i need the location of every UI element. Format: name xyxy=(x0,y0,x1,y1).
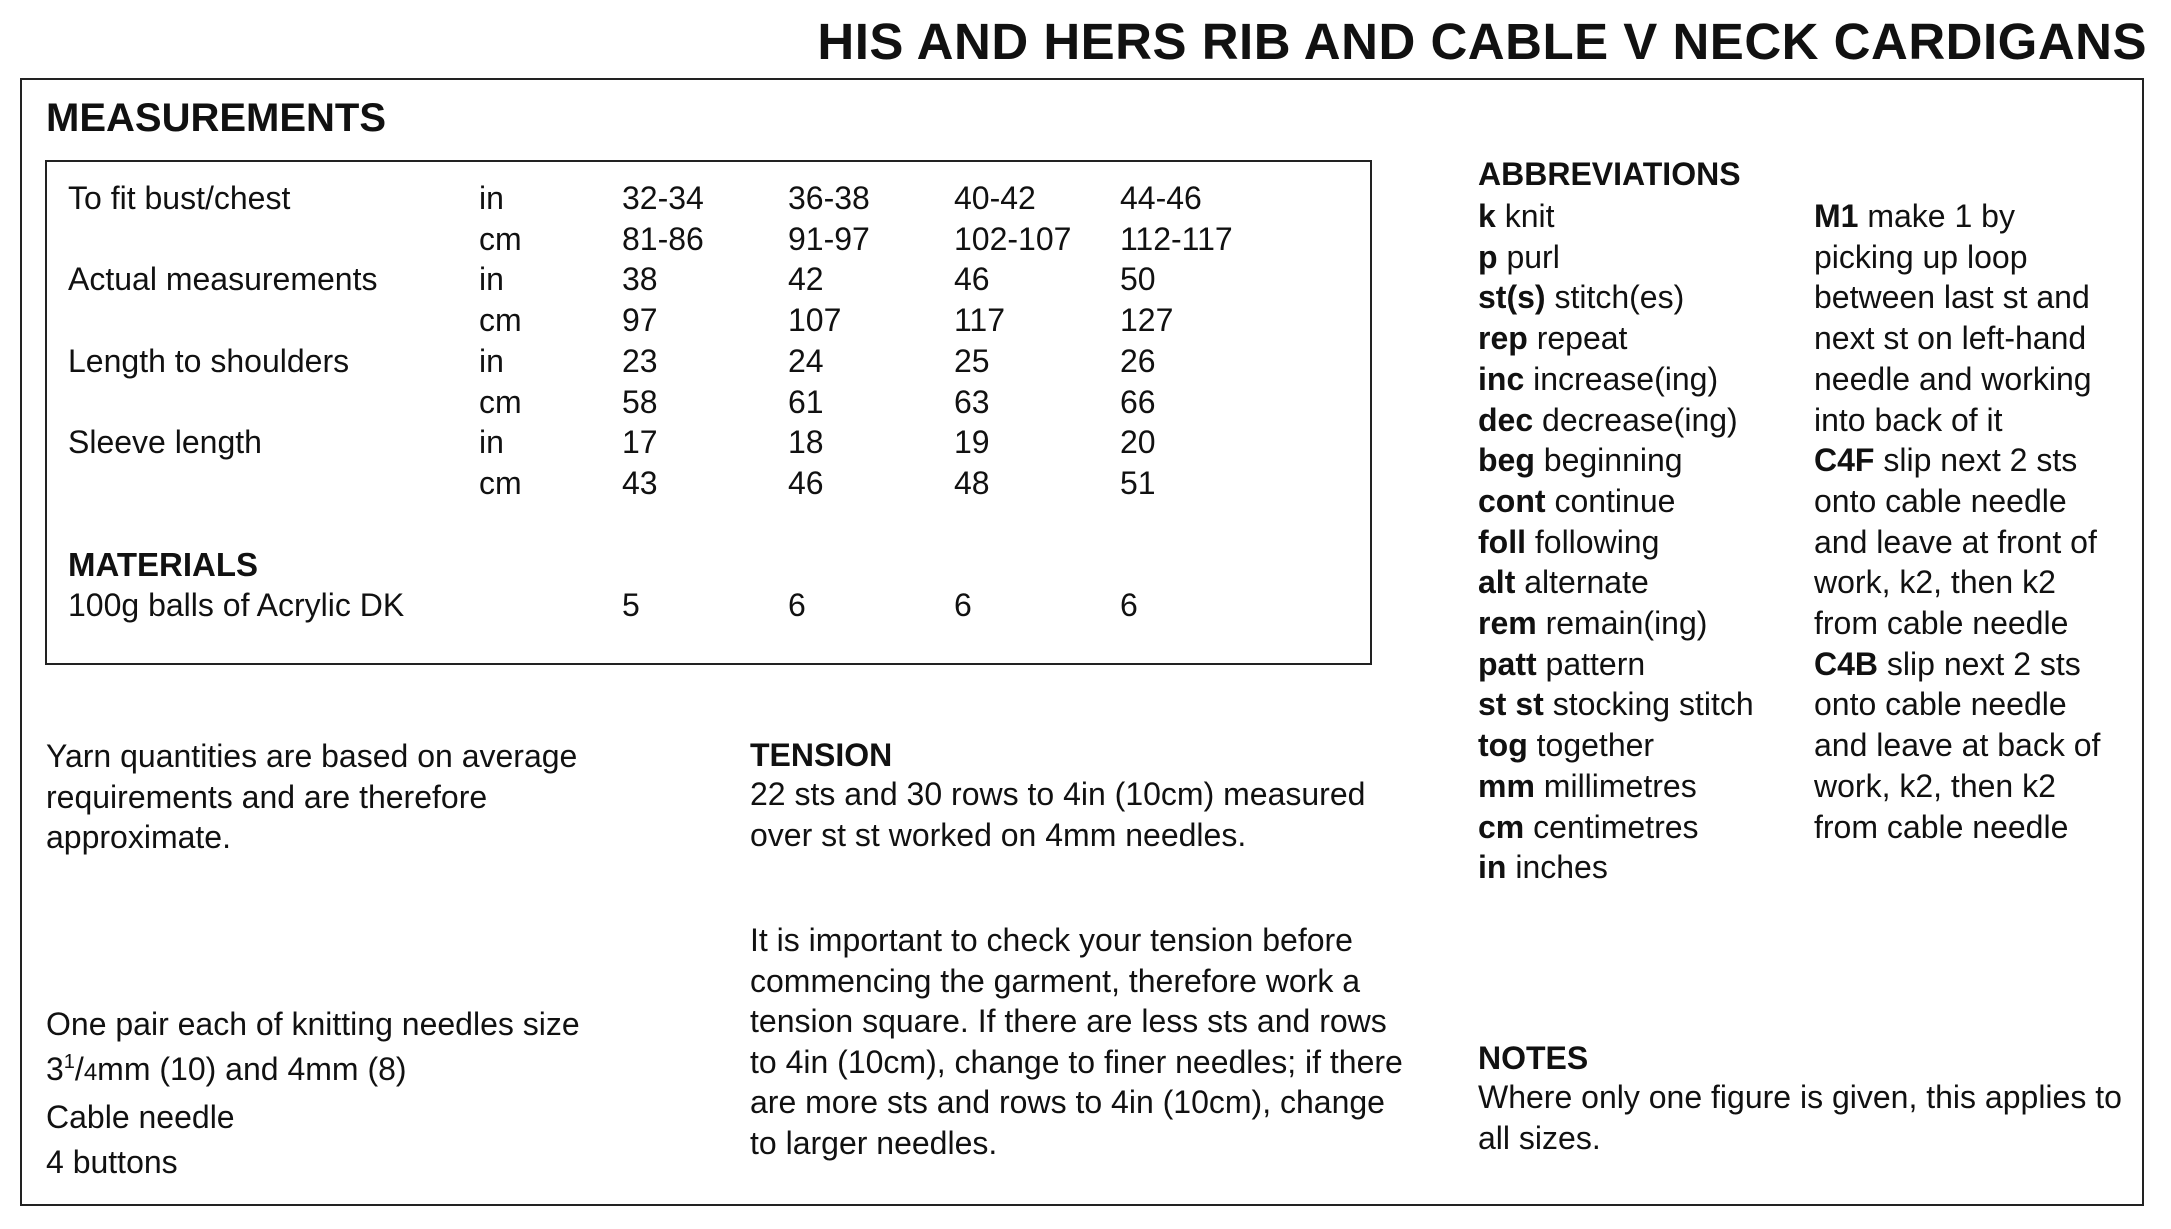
needles-line: One pair each of knitting needles size xyxy=(46,1006,580,1042)
abbreviation-text: following xyxy=(1534,523,1660,560)
measurement-value: 23 xyxy=(622,343,658,379)
materials-label: 100g balls of Acrylic DK xyxy=(68,587,405,623)
abbreviation-item xyxy=(1478,318,1754,359)
abbreviation-text: work, k2, then k2 xyxy=(1814,564,2056,601)
abbreviation-item xyxy=(1814,400,2100,441)
abbreviation-item xyxy=(1814,359,2100,400)
yarn-note xyxy=(46,736,577,858)
abbreviation-item xyxy=(1478,522,1754,563)
tension-check-line: commencing the garment, therefore work a xyxy=(750,962,1361,999)
abbreviation-key: M1 xyxy=(1814,198,1859,234)
abbreviation-item xyxy=(1814,440,2100,481)
measurement-value: 91-97 xyxy=(788,221,870,257)
measurement-unit: in xyxy=(479,180,504,216)
tension-check-line: It is important to check your tension before xyxy=(750,922,1353,958)
measurement-value: 46 xyxy=(788,465,824,501)
abbreviation-text: beginning xyxy=(1543,442,1683,479)
abbreviation-text: slip next 2 sts xyxy=(1883,442,2078,479)
abbreviation-item xyxy=(1478,359,1754,400)
abbreviation-item xyxy=(1814,725,2100,766)
abbreviations-right xyxy=(1814,196,2100,847)
abbreviation-key: beg xyxy=(1478,442,1535,479)
measurement-value: 112-117 xyxy=(1120,221,1233,257)
abbreviation-key: patt xyxy=(1478,645,1537,682)
abbreviation-item xyxy=(1478,440,1754,481)
tension-check-line: to 4in (10cm), change to finer needles; if there xyxy=(750,1043,1403,1080)
abbreviation-text: millimetres xyxy=(1543,767,1697,804)
abbreviation-item xyxy=(1478,562,1754,603)
abbreviation-text: from cable needle xyxy=(1814,808,2069,845)
measurement-value: 97 xyxy=(622,302,658,338)
abbreviation-item xyxy=(1814,277,2100,318)
abbreviation-item xyxy=(1478,400,1754,441)
abbreviation-item xyxy=(1478,603,1754,644)
tension-check-line: tension square. If there are less sts and rows xyxy=(750,1003,1387,1039)
abbreviation-item xyxy=(1814,766,2100,807)
abbreviation-key: st st xyxy=(1478,686,1544,723)
measurement-label: Sleeve length xyxy=(68,424,262,460)
page-title: HIS AND HERS RIB AND CABLE V NECK CARDIGANS xyxy=(817,13,2147,70)
abbreviation-text: slip next 2 sts xyxy=(1886,645,2081,682)
measurement-value: 48 xyxy=(954,465,990,501)
measurements-table xyxy=(45,160,1372,665)
measurement-value: 51 xyxy=(1120,465,1156,501)
measurement-value: 36-38 xyxy=(788,180,870,216)
abbreviation-item xyxy=(1478,725,1754,766)
abbreviation-text: centimetres xyxy=(1533,808,1699,845)
abbreviation-key: dec xyxy=(1478,401,1534,438)
abbreviation-item xyxy=(1478,277,1754,318)
abbreviation-item xyxy=(1814,481,2100,522)
abbreviation-item xyxy=(1814,522,2100,563)
tension-line: over st st worked on 4mm needles. xyxy=(750,816,1247,853)
abbreviation-item xyxy=(1814,237,2100,278)
measurement-label: Actual measurements xyxy=(68,261,378,297)
measurement-value: 38 xyxy=(622,261,658,297)
abbreviation-item xyxy=(1814,196,2100,237)
needles-line: Cable needle xyxy=(46,1099,235,1135)
needles-line: $3^1/4mm$ (10) and 4mm (8) xyxy=(46,1051,407,1087)
abbreviation-text: pattern xyxy=(1545,645,1646,682)
abbreviation-text: and leave at front of xyxy=(1814,523,2097,560)
abbreviation-item xyxy=(1814,807,2100,848)
abbreviation-key: foll xyxy=(1478,523,1526,560)
abbreviation-key: mm xyxy=(1478,767,1535,804)
measurement-unit: in xyxy=(479,424,504,460)
abbreviation-text: stitch(es) xyxy=(1554,279,1685,316)
abbreviation-item xyxy=(1478,237,1754,278)
abbreviation-item xyxy=(1478,807,1754,848)
abbreviation-item xyxy=(1478,684,1754,725)
measurement-value: 61 xyxy=(788,384,824,420)
abbreviation-text: picking up loop xyxy=(1814,238,2028,275)
measurement-value: 50 xyxy=(1120,261,1156,297)
abbreviation-text: stocking stitch xyxy=(1552,686,1754,723)
abbreviation-item xyxy=(1478,766,1754,807)
yarn-note-line: approximate. xyxy=(46,819,231,855)
abbreviations-left xyxy=(1478,196,1754,888)
abbreviation-key: rep xyxy=(1478,320,1528,357)
abbreviation-text: remain(ing) xyxy=(1545,605,1708,642)
abbreviation-text: increase(ing) xyxy=(1533,360,1719,397)
measurement-unit: cm xyxy=(479,465,522,501)
measurement-value: 107 xyxy=(788,302,842,338)
materials-value: 5 xyxy=(622,587,640,623)
abbreviation-key: in xyxy=(1478,849,1507,886)
abbreviation-item xyxy=(1478,481,1754,522)
measurement-value: 19 xyxy=(954,424,990,460)
abbreviation-key: st(s) xyxy=(1478,279,1546,316)
abbreviation-text: alternate xyxy=(1524,564,1649,601)
measurement-value: 25 xyxy=(954,343,990,379)
tension-text xyxy=(750,774,1365,855)
abbreviation-item xyxy=(1814,562,2100,603)
needles-line: 4 buttons xyxy=(46,1144,178,1180)
measurement-value: 26 xyxy=(1120,343,1156,379)
tension-heading: TENSION xyxy=(750,737,893,773)
measurement-value: 102-107 xyxy=(954,221,1072,257)
measurement-label: Length to shoulders xyxy=(68,343,350,379)
measurement-value: 43 xyxy=(622,465,658,501)
measurement-value: 127 xyxy=(1120,302,1174,338)
abbreviation-item xyxy=(1814,603,2100,644)
abbreviation-text: needle and working xyxy=(1814,360,2092,397)
abbreviation-text: and leave at back of xyxy=(1814,727,2101,764)
notes-line: Where only one figure is given, this applies to xyxy=(1478,1079,2122,1115)
measurement-value: 42 xyxy=(788,261,824,297)
measurement-unit: cm xyxy=(479,384,522,420)
abbreviation-key: p xyxy=(1478,238,1498,275)
notes-line: all sizes. xyxy=(1478,1119,1601,1156)
abbreviation-text: together xyxy=(1536,727,1655,764)
abbreviation-text: knit xyxy=(1504,198,1555,234)
abbreviation-key: tog xyxy=(1478,727,1528,764)
abbreviation-key: cont xyxy=(1478,482,1546,519)
abbreviation-item xyxy=(1478,847,1754,888)
abbreviation-text: next st on left-hand xyxy=(1814,320,2087,357)
materials-value: 6 xyxy=(788,587,806,623)
abbreviations-heading: ABBREVIATIONS xyxy=(1478,156,1741,192)
abbreviation-text: from cable needle xyxy=(1814,605,2069,642)
materials-value: 6 xyxy=(1120,587,1138,623)
measurement-value: 46 xyxy=(954,261,990,297)
measurement-value: 17 xyxy=(622,424,658,460)
measurement-value: 63 xyxy=(954,384,990,420)
abbreviation-key: cm xyxy=(1478,808,1525,845)
measurement-unit: cm xyxy=(479,221,522,257)
materials-heading: MATERIALS xyxy=(68,546,259,583)
yarn-note-line: Yarn quantities are based on average xyxy=(46,738,578,774)
abbreviation-text: onto cable needle xyxy=(1814,482,2067,519)
abbreviation-text: into back of it xyxy=(1814,401,2003,438)
tension-check-line: are more sts and rows to 4in (10cm), change xyxy=(750,1084,1385,1120)
notes-heading: NOTES xyxy=(1478,1040,1589,1076)
abbreviation-text: onto cable needle xyxy=(1814,686,2067,723)
abbreviation-key: inc xyxy=(1478,360,1525,397)
measurement-value: 18 xyxy=(788,424,824,460)
measurement-unit: in xyxy=(479,343,504,379)
measurement-unit: cm xyxy=(479,302,522,338)
measurement-value: 32-34 xyxy=(622,180,704,216)
measurement-value: 66 xyxy=(1120,384,1156,420)
abbreviation-item xyxy=(1814,318,2100,359)
measurement-value: 58 xyxy=(622,384,658,420)
tension-check-line: to larger needles. xyxy=(750,1124,998,1161)
abbreviation-key: rem xyxy=(1478,605,1537,642)
yarn-note-line: requirements and are therefore xyxy=(46,778,488,815)
materials-value: 6 xyxy=(954,587,972,623)
measurement-label: To fit bust/chest xyxy=(68,180,291,216)
notes-text xyxy=(1478,1077,2122,1158)
abbreviation-text: make 1 by xyxy=(1867,198,2015,234)
measurement-value: 117 xyxy=(954,302,1006,338)
abbreviation-item xyxy=(1478,196,1754,237)
abbreviation-text: purl xyxy=(1506,238,1560,275)
measurement-value: 81-86 xyxy=(622,221,704,257)
measurement-value: 20 xyxy=(1120,424,1156,460)
tension-check-text xyxy=(750,920,1403,1163)
abbreviation-key: alt xyxy=(1478,564,1516,601)
abbreviation-text: work, k2, then k2 xyxy=(1814,767,2056,804)
measurement-unit: in xyxy=(479,261,504,297)
measurement-value: 44-46 xyxy=(1120,180,1202,216)
abbreviation-text: repeat xyxy=(1536,320,1628,357)
abbreviation-item xyxy=(1814,644,2100,685)
measurement-value: 40-42 xyxy=(954,180,1036,216)
abbreviation-text: decrease(ing) xyxy=(1542,401,1738,438)
abbreviation-item xyxy=(1814,684,2100,725)
tension-line: 22 sts and 30 rows to 4in (10cm) measured xyxy=(750,776,1366,812)
needles-list xyxy=(46,1002,580,1185)
abbreviation-key: C4B xyxy=(1814,645,1879,682)
abbreviation-text: continue xyxy=(1554,482,1676,519)
abbreviation-text: inches xyxy=(1515,849,1608,886)
abbreviation-item xyxy=(1478,644,1754,685)
abbreviation-key: C4F xyxy=(1814,442,1875,479)
measurements-heading: MEASUREMENTS xyxy=(46,96,387,140)
measurement-value: 24 xyxy=(788,343,824,379)
abbreviation-text: between last st and xyxy=(1814,279,2090,316)
abbreviation-key: k xyxy=(1478,198,1496,234)
